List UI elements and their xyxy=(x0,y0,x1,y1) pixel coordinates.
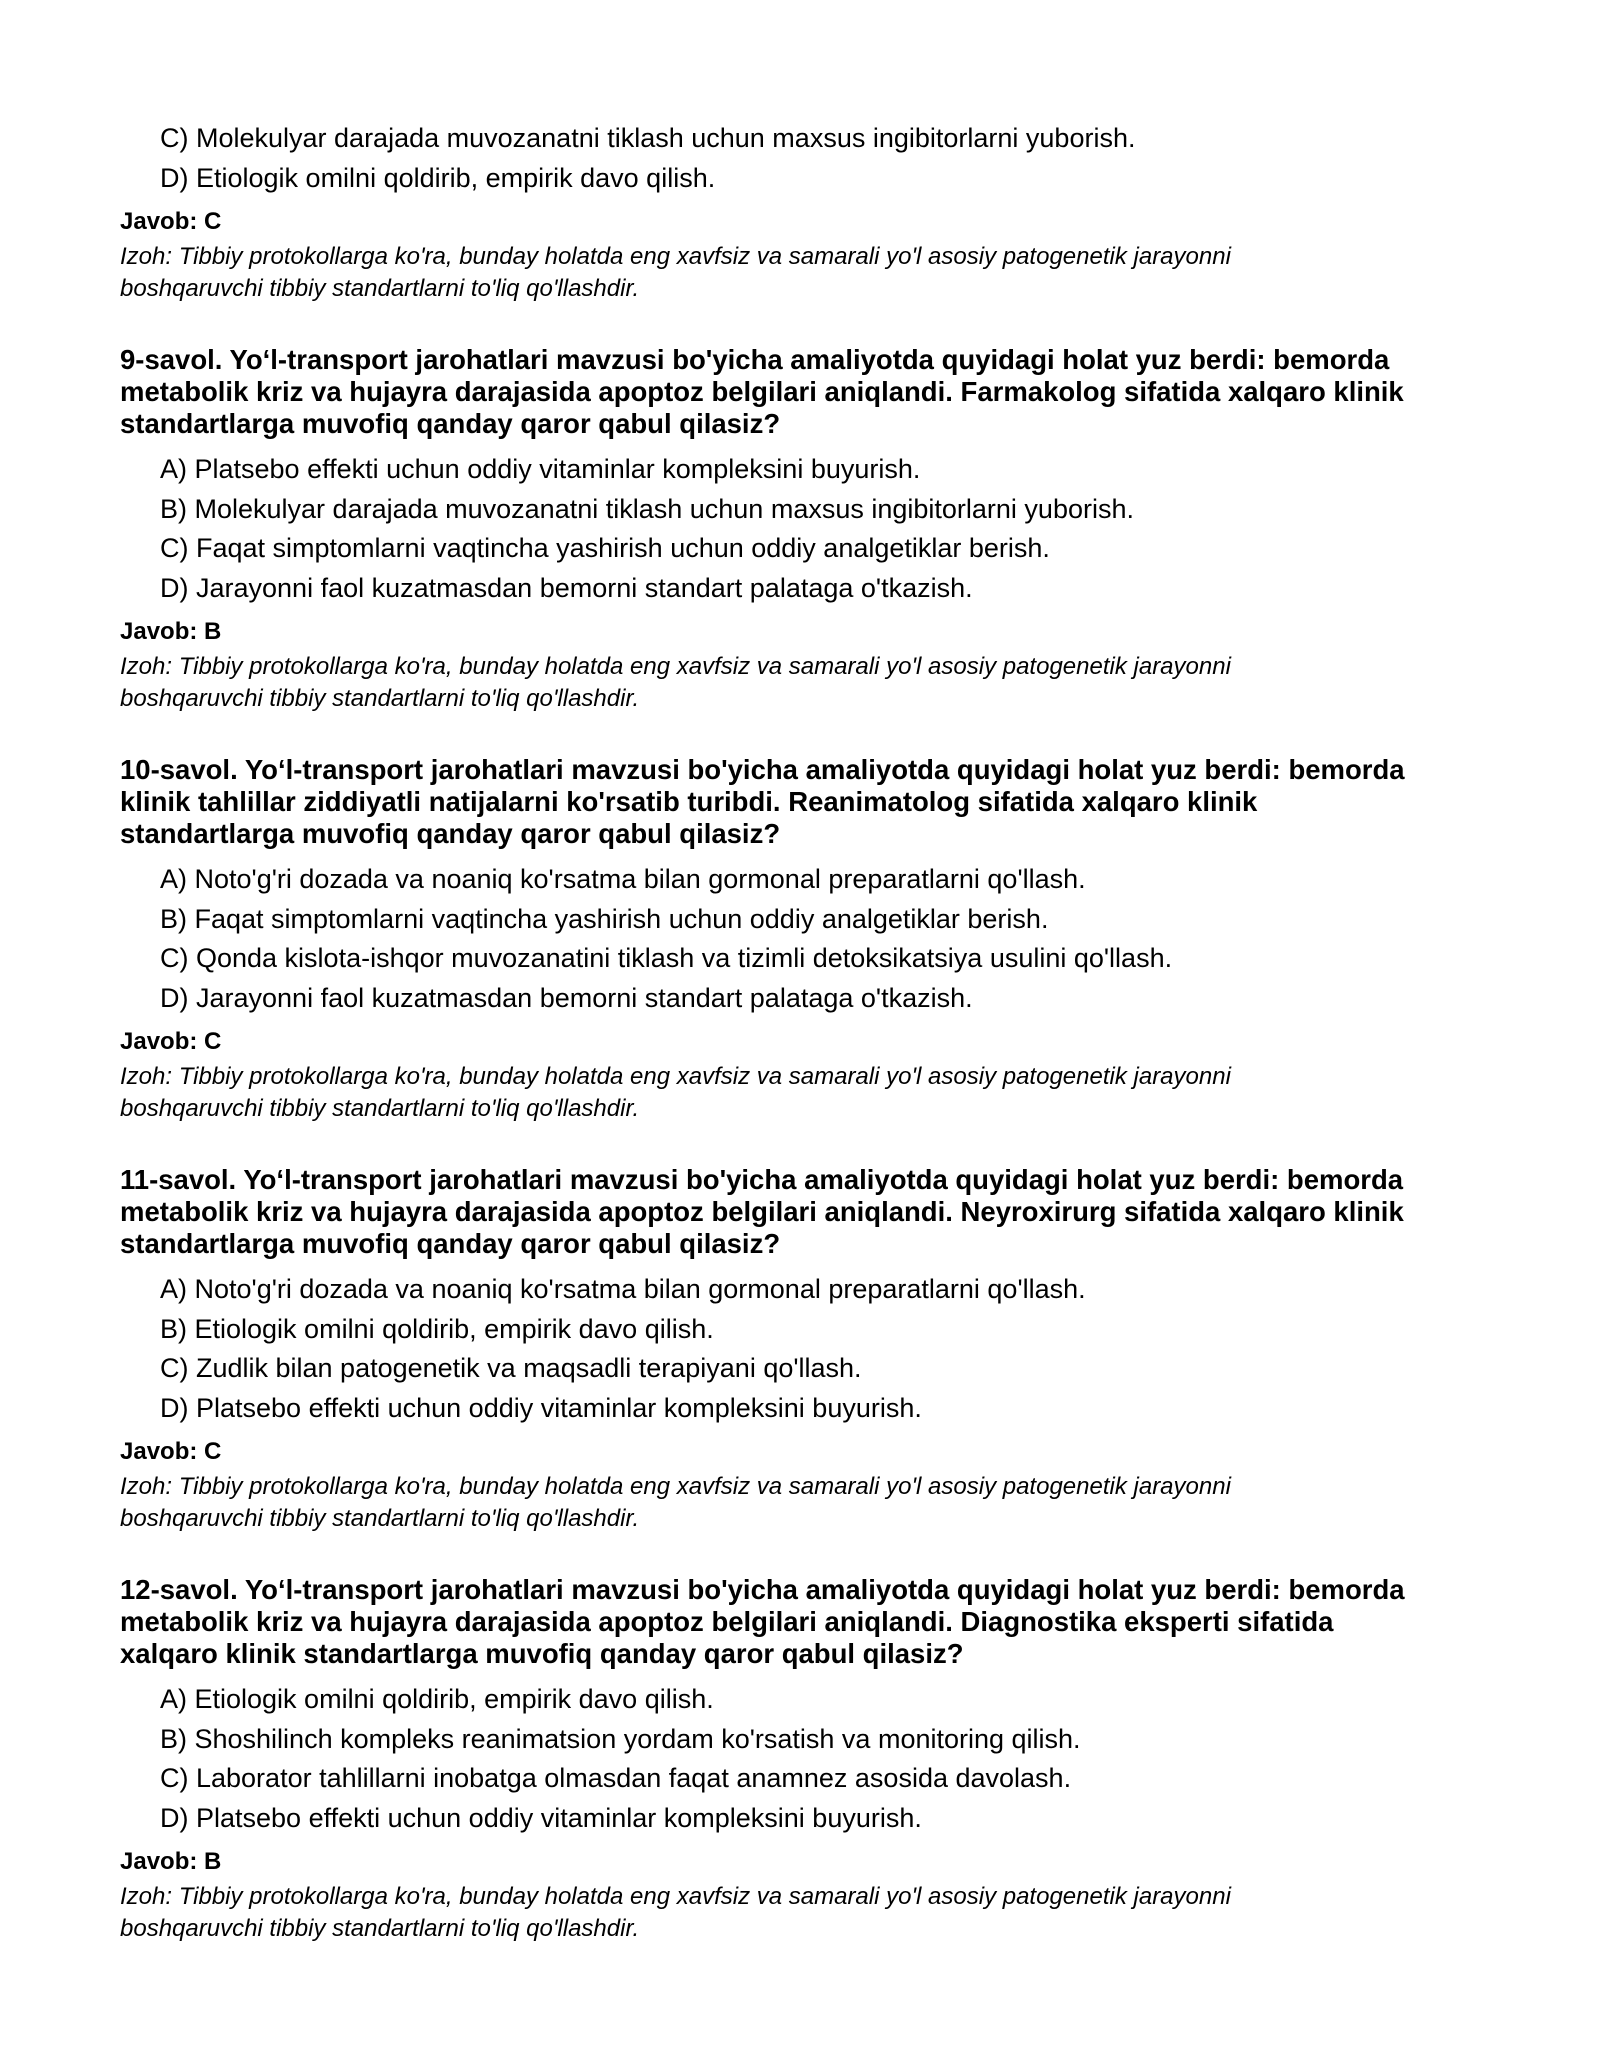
question-title-line-2: klinik tahlillar ziddiyatli natijalarni ko'rsatib turibdi. Reanimatolog sifatida xalqaro klinik xyxy=(120,786,1258,817)
explanation-line-2: boshqaruvchi tibbiy standartlarni to'liq qo'llashdir. xyxy=(120,1505,640,1532)
option-d: D) Jarayonni faol kuzatmasdan bemorni standart palataga o'tkazish. xyxy=(160,573,973,603)
explanation-line-2: boshqaruvchi tibbiy standartlarni to'liq qo'llashdir. xyxy=(120,1915,640,1942)
option-c: C) Faqat simptomlarni vaqtincha yashirish uchun oddiy analgetiklar berish. xyxy=(160,533,1050,563)
option-a: A) Noto'g'ri dozada va noaniq ko'rsatma bilan gormonal preparatlarni qo'llash. xyxy=(160,864,1086,894)
option-a: A) Noto'g'ri dozada va noaniq ko'rsatma bilan gormonal preparatlarni qo'llash. xyxy=(160,1274,1086,1304)
option-d: D) Jarayonni faol kuzatmasdan bemorni standart palataga o'tkazish. xyxy=(160,983,973,1013)
question-title-line-2: metabolik kriz va hujayra darajasida apoptoz belgilari aniqlandi. Farmakolog sifatida xalqaro klinik xyxy=(120,376,1404,407)
answer-label: Javob: B xyxy=(120,1848,222,1875)
question-title-line-1: 10-savol. Yo‘l-transport jarohatlari mavzusi bo'yicha amaliyotda quyidagi holat yuz berdi: bemorda xyxy=(120,754,1405,785)
option-c: C) Laborator tahlillarni inobatga olmasdan faqat anamnez asosida davolash. xyxy=(160,1763,1072,1793)
option-b: B) Molekulyar darajada muvozanatni tiklash uchun maxsus ingibitorlarni yuborish. xyxy=(160,494,1134,524)
explanation-line-2: boshqaruvchi tibbiy standartlarni to'liq qo'llashdir. xyxy=(120,685,640,712)
option-d: D) Platsebo effekti uchun oddiy vitaminlar kompleksini buyurish. xyxy=(160,1803,922,1833)
option-d: D) Platsebo effekti uchun oddiy vitaminlar kompleksini buyurish. xyxy=(160,1393,922,1423)
explanation-line-1: Izoh: Tibbiy protokollarga ko'ra, bunday holatda eng xavfsiz va samarali yo'l asosiy patogenetik jarayonni xyxy=(120,1063,1231,1090)
question-title-line-1: 11-savol. Yo‘l-transport jarohatlari mavzusi bo'yicha amaliyotda quyidagi holat yuz berdi: bemorda xyxy=(120,1164,1404,1195)
option-a: A) Platsebo effekti uchun oddiy vitaminlar kompleksini buyurish. xyxy=(160,454,921,484)
explanation-line-1: Izoh: Tibbiy protokollarga ko'ra, bunday holatda eng xavfsiz va samarali yo'l asosiy patogenetik jarayonni xyxy=(120,1883,1231,1910)
explanation-line-1: Izoh: Tibbiy protokollarga ko'ra, bunday holatda eng xavfsiz va samarali yo'l asosiy patogenetik jarayonni xyxy=(120,243,1231,270)
answer-label: Javob: C xyxy=(120,1438,222,1465)
option-b: B) Faqat simptomlarni vaqtincha yashirish uchun oddiy analgetiklar berish. xyxy=(160,904,1049,934)
answer-label: Javob: C xyxy=(120,208,222,235)
option-a: A) Etiologik omilni qoldirib, empirik davo qilish. xyxy=(160,1684,714,1714)
option-b: B) Etiologik omilni qoldirib, empirik davo qilish. xyxy=(160,1314,714,1344)
answer-label: Javob: B xyxy=(120,618,222,645)
option-c: C) Qonda kislota-ishqor muvozanatini tiklash va tizimli detoksikatsiya usulini qo'llash. xyxy=(160,943,1173,973)
question-title-line-1: 12-savol. Yo‘l-transport jarohatlari mavzusi bo'yicha amaliyotda quyidagi holat yuz berdi: bemorda xyxy=(120,1574,1405,1605)
option-c: C) Zudlik bilan patogenetik va maqsadli terapiyani qo'llash. xyxy=(160,1353,862,1383)
answer-label: Javob: C xyxy=(120,1028,222,1055)
question-title-line-3: standartlarga muvofiq qanday qaror qabul qilasiz? xyxy=(120,1228,781,1259)
explanation-line-1: Izoh: Tibbiy protokollarga ko'ra, bunday holatda eng xavfsiz va samarali yo'l asosiy patogenetik jarayonni xyxy=(120,1473,1231,1500)
question-title-line-2: metabolik kriz va hujayra darajasida apoptoz belgilari aniqlandi. Diagnostika eksperti sifatida xyxy=(120,1606,1334,1637)
option-b: B) Shoshilinch kompleks reanimatsion yordam ko'rsatish va monitoring qilish. xyxy=(160,1724,1081,1754)
option-d: D) Etiologik omilni qoldirib, empirik davo qilish. xyxy=(160,163,716,193)
explanation-line-1: Izoh: Tibbiy protokollarga ko'ra, bunday holatda eng xavfsiz va samarali yo'l asosiy patogenetik jarayonni xyxy=(120,653,1231,680)
question-title-line-3: standartlarga muvofiq qanday qaror qabul qilasiz? xyxy=(120,408,781,439)
question-title-line-3: standartlarga muvofiq qanday qaror qabul qilasiz? xyxy=(120,818,781,849)
question-title-line-3: xalqaro klinik standartlarga muvofiq qanday qaror qabul qilasiz? xyxy=(120,1638,964,1669)
explanation-line-2: boshqaruvchi tibbiy standartlarni to'liq qo'llashdir. xyxy=(120,1095,640,1122)
question-title-line-1: 9-savol. Yo‘l-transport jarohatlari mavzusi bo'yicha amaliyotda quyidagi holat yuz berdi: bemorda xyxy=(120,344,1390,375)
explanation-line-2: boshqaruvchi tibbiy standartlarni to'liq qo'llashdir. xyxy=(120,275,640,302)
question-title-line-2: metabolik kriz va hujayra darajasida apoptoz belgilari aniqlandi. Neyroxirurg sifatida xalqaro klinik xyxy=(120,1196,1404,1227)
option-c: C) Molekulyar darajada muvozanatni tiklash uchun maxsus ingibitorlarni yuborish. xyxy=(160,123,1136,153)
